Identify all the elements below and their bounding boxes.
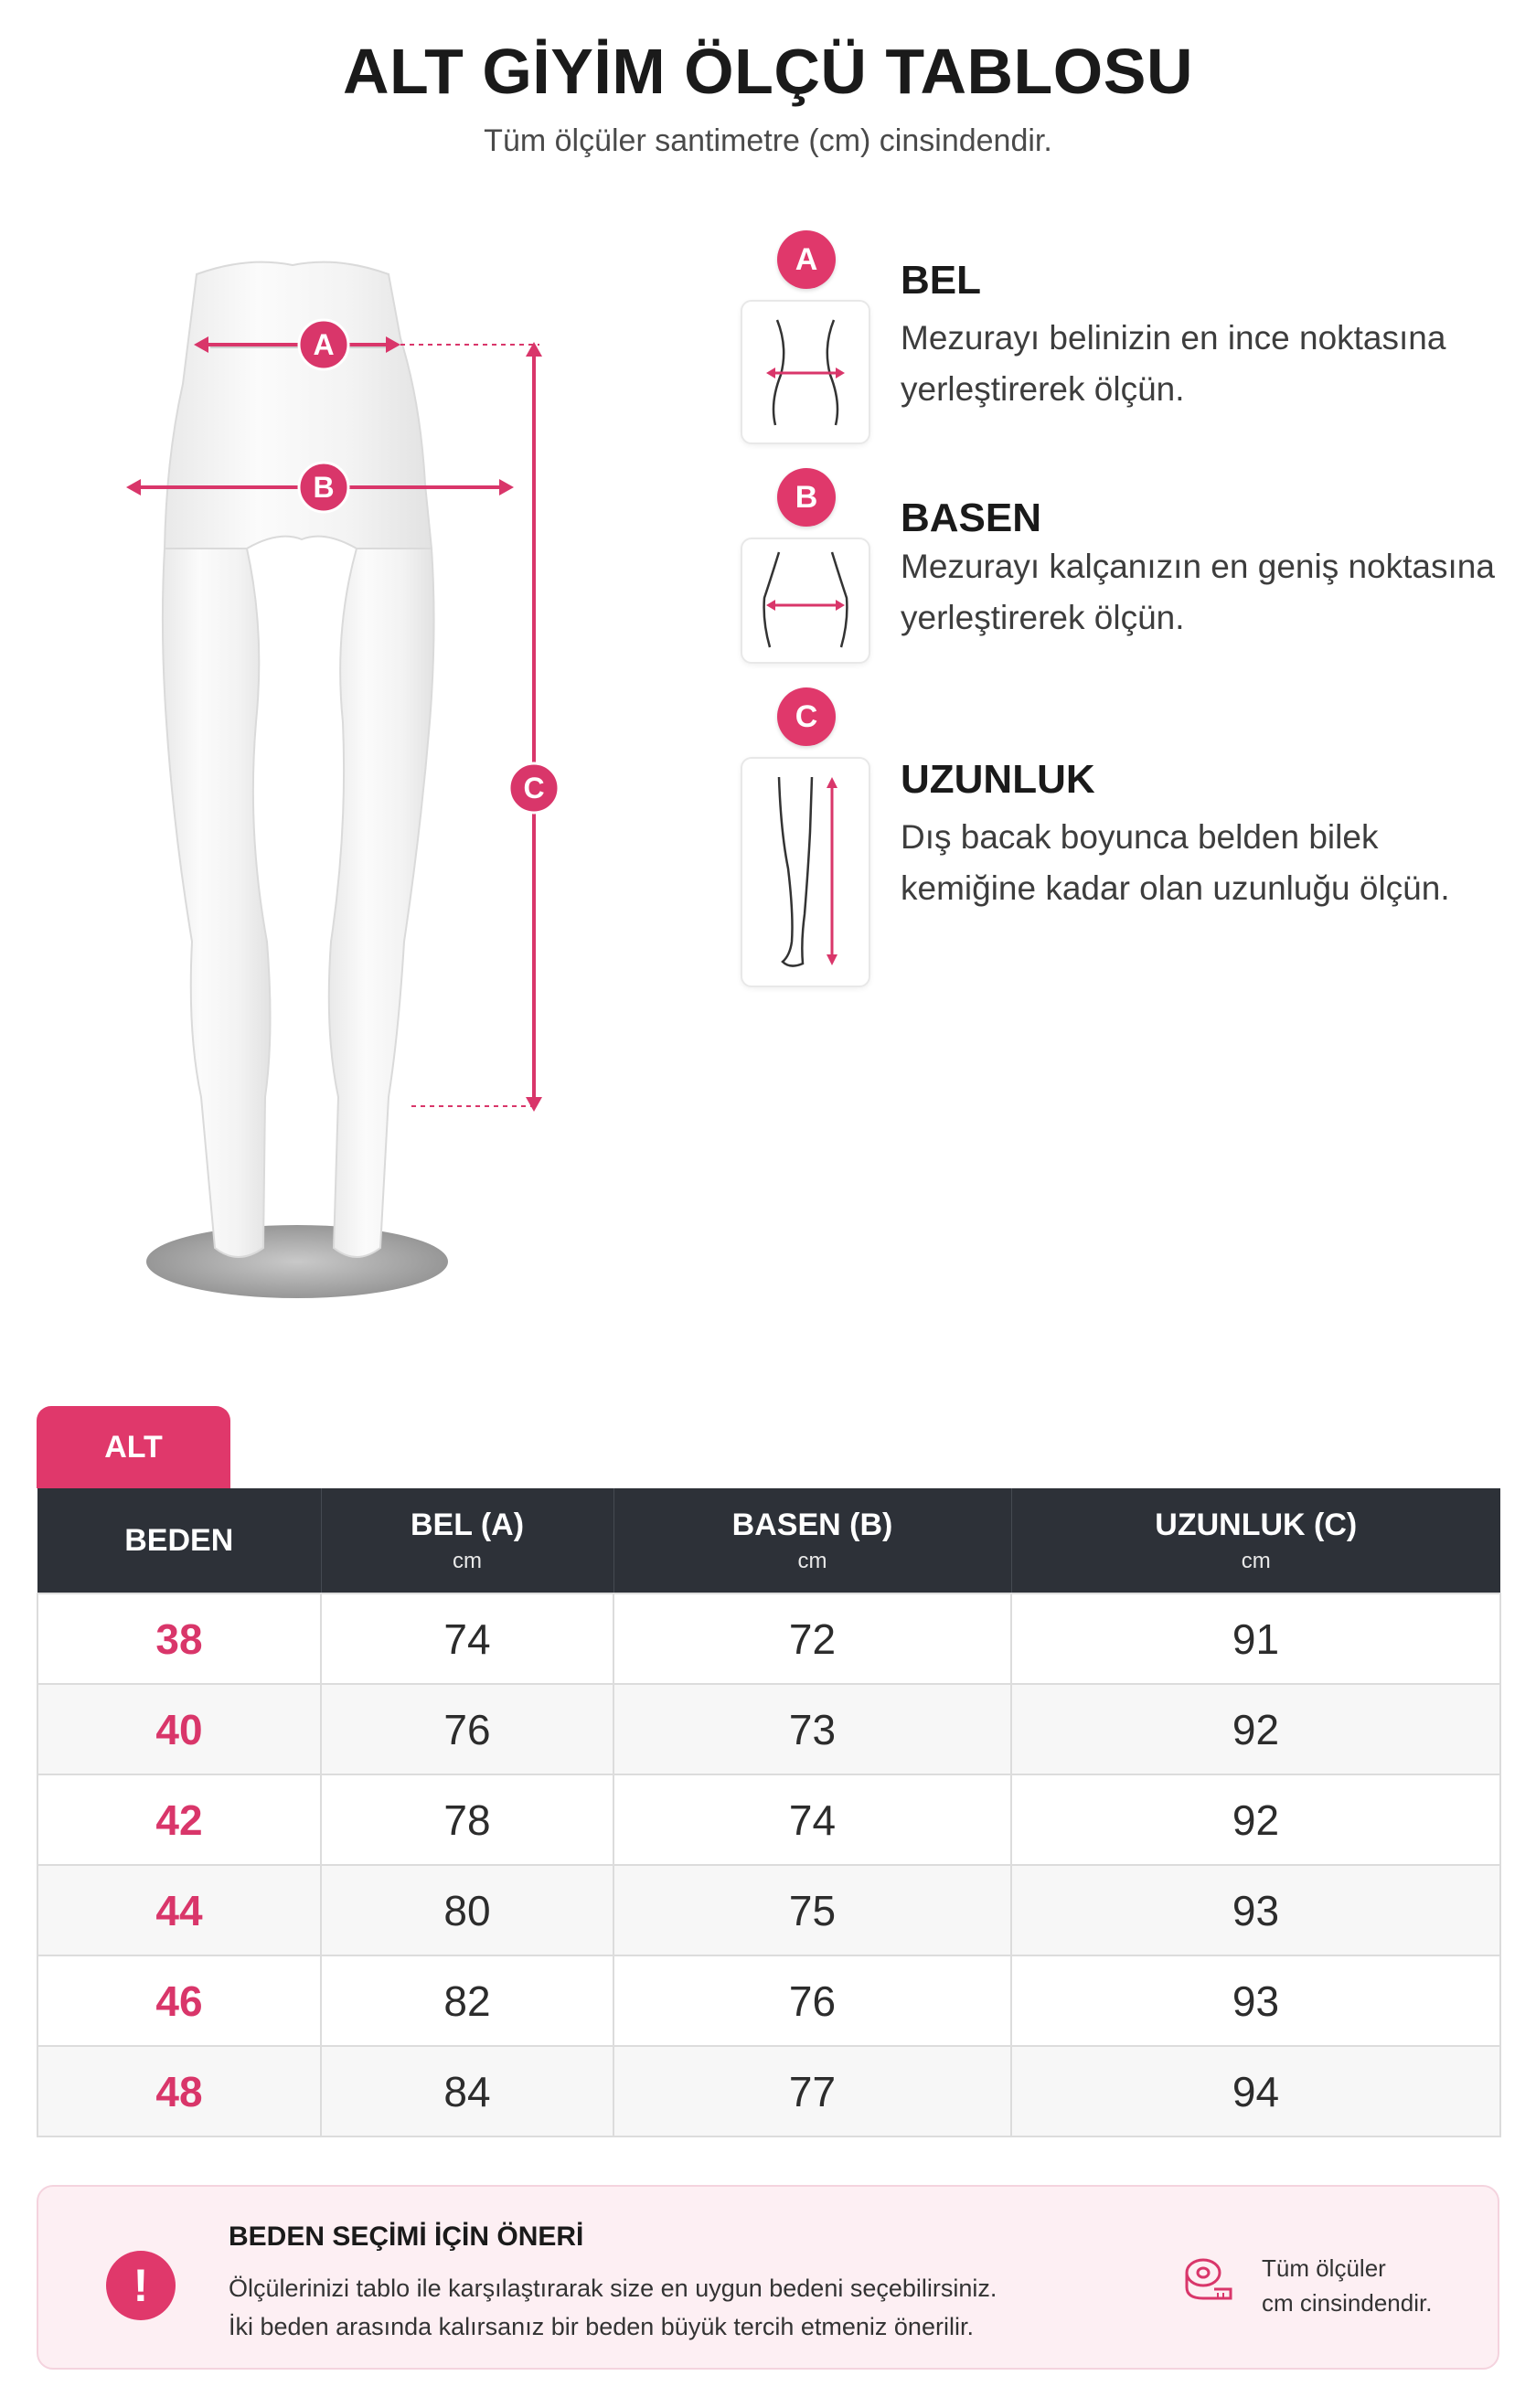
measurement-heading-basen: BASEN <box>901 495 1042 540</box>
uzunluk-cell: 93 <box>1011 1955 1500 2046</box>
table-row <box>37 2046 1500 2136</box>
waist-diagram-icon <box>741 300 870 444</box>
note-title: BEDEN SEÇİMİ İÇİN ÖNERİ <box>229 2222 584 2252</box>
badge-c: C <box>777 687 836 746</box>
basen-cell: 73 <box>613 1684 1011 1774</box>
marker-b-label: B <box>313 471 335 504</box>
measurement-bel <box>741 230 1518 450</box>
size-cell: 40 <box>37 1684 321 1774</box>
table-header-row <box>37 1488 1500 1593</box>
uzunluk-cell: 92 <box>1011 1684 1500 1774</box>
note-line-1: Ölçülerinizi tablo ile karşılaştırarak size en uygun bedeni seçebilirsiniz. <box>229 2275 997 2302</box>
marker-a-label: A <box>313 328 335 361</box>
note-line-2: İki beden arasında kalırsanız bir beden büyük tercih etmeniz önerilir. <box>229 2313 974 2340</box>
column-header-basen: BASEN (B) cm <box>613 1488 1011 1593</box>
bel-cell: 78 <box>321 1774 613 1865</box>
size-recommendation-note <box>37 2185 1499 2370</box>
size-cell: 44 <box>37 1865 321 1955</box>
leg-length-diagram-icon <box>741 757 870 987</box>
unit-label: cm <box>453 1548 482 1573</box>
note-text <box>229 2269 1143 2346</box>
table-row <box>37 1774 1500 1865</box>
bel-cell: 74 <box>321 1593 613 1684</box>
badge-b: B <box>777 468 836 527</box>
note-side-line-2: cm cinsindendir. <box>1262 2289 1433 2317</box>
size-cell: 42 <box>37 1774 321 1865</box>
uzunluk-cell: 93 <box>1011 1865 1500 1955</box>
bel-cell: 76 <box>321 1684 613 1774</box>
bel-cell: 84 <box>321 2046 613 2136</box>
uzunluk-cell: 91 <box>1011 1593 1500 1684</box>
column-header-bel: BEL (A) cm <box>321 1488 613 1593</box>
table-row <box>37 1955 1500 2046</box>
basen-cell: 77 <box>613 2046 1011 2136</box>
measurement-desc-bel: Mezurayı belinizin en ince noktasına yerleştirerek ölçün. <box>901 319 1446 408</box>
bel-cell: 82 <box>321 1955 613 2046</box>
size-table <box>37 1488 1501 2137</box>
table-row <box>37 1684 1500 1774</box>
mannequin-figure <box>110 247 622 1330</box>
table-row <box>37 1865 1500 1955</box>
basen-cell: 72 <box>613 1593 1011 1684</box>
measurement-desc-uzunluk: Dış bacak boyunca belden bilek kemiğine kadar olan uzunluğu ölçün. <box>901 818 1450 907</box>
unit-label: cm <box>797 1548 827 1573</box>
basen-cell: 76 <box>613 1955 1011 2046</box>
note-side-text <box>1262 2251 1432 2320</box>
mannequin-illustration <box>110 247 622 1330</box>
bel-cell: 80 <box>321 1865 613 1955</box>
measurement-uzunluk <box>741 687 1518 989</box>
marker-c-label: C <box>523 772 545 804</box>
size-cell: 38 <box>37 1593 321 1684</box>
badge-a: A <box>777 230 836 289</box>
basen-cell: 74 <box>613 1774 1011 1865</box>
table-row <box>37 1593 1500 1684</box>
unit-label: cm <box>1241 1548 1271 1573</box>
exclamation-icon: ! <box>106 2251 176 2320</box>
column-header-beden: BEDEN <box>37 1488 321 1593</box>
mannequin-base <box>146 1225 448 1298</box>
measurement-heading-uzunluk: UZUNLUK <box>901 757 1095 802</box>
marker-c <box>509 763 559 813</box>
column-header-uzunluk: UZUNLUK (C) cm <box>1011 1488 1500 1593</box>
hip-diagram-icon <box>741 538 870 664</box>
marker-b <box>299 463 348 512</box>
measurement-basen <box>741 468 1518 669</box>
page-title: ALT GİYİM ÖLÇÜ TABLOSU <box>343 36 1193 107</box>
tab-alt[interactable]: ALT <box>37 1406 230 1488</box>
uzunluk-cell: 92 <box>1011 1774 1500 1865</box>
marker-a <box>299 320 348 369</box>
uzunluk-cell: 94 <box>1011 2046 1500 2136</box>
basen-cell: 75 <box>613 1865 1011 1955</box>
measurement-heading-bel: BEL <box>901 258 981 303</box>
size-cell: 48 <box>37 2046 321 2136</box>
measurement-desc-basen: Mezurayı kalçanızın en geniş noktasına yerleştirerek ölçün. <box>901 548 1495 636</box>
page-subtitle: Tüm ölçüler santimetre (cm) cinsindendir. <box>484 123 1052 158</box>
size-cell: 46 <box>37 1955 321 2046</box>
measuring-tape-icon <box>1181 2251 1236 2310</box>
note-side-line-1: Tüm ölçüler <box>1262 2254 1386 2282</box>
